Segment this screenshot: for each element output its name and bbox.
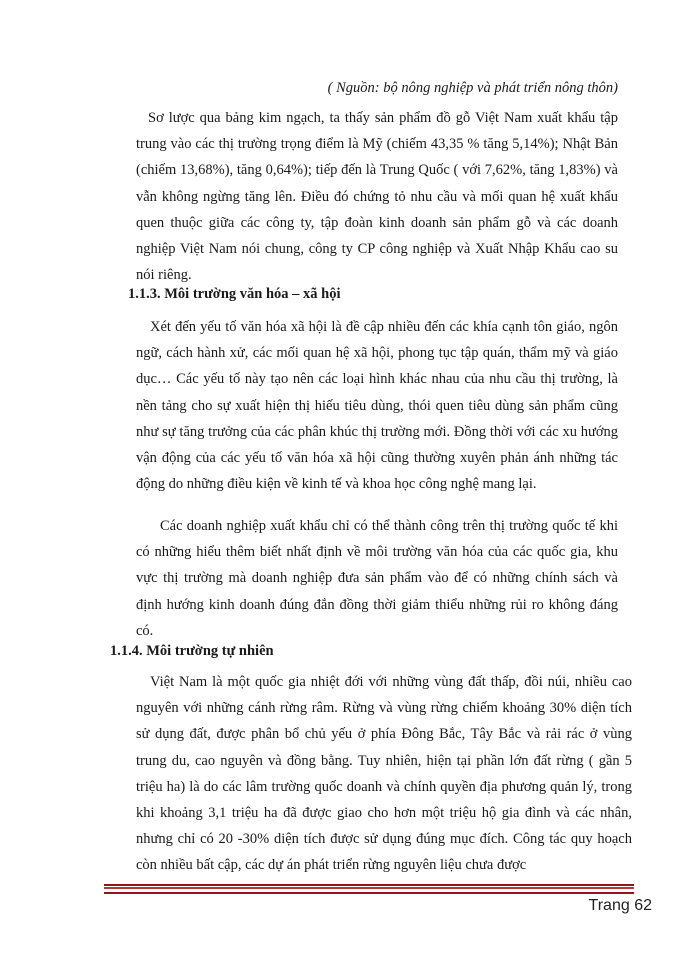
page-number: Trang 62 [588,897,652,914]
paragraph-export-enterprises: Các doanh nghiệp xuất khẩu chỉ có thể thành công trên thị trường quốc tế khi có những hiểu thêm biết nhất định về môi trường văn hóa của các quốc gia, khu vực thị trường mà doanh nghiệp đưa sản phẩm vào để có những chính sách và định hướng kinh doanh đúng đắn đồng thời giảm thiểu những rủi ro không đáng có. [136,518,618,639]
paragraph-natural-environment: Việt Nam là một quốc gia nhiệt đới với những vùng đất thấp, đồi núi, nhiều cao nguyên với những cánh rừng râm. Rừng và vùng rừng chiếm khoảng 30% diện tích sử dụng đất, được phân bổ chủ yếu ở phía Đông Bắc, Tây Bắc và rải rác ở vùng trung du, cao nguyên và đồng bằng. Tuy nhiên, hiện tại phần lớn đất rừng ( gần 5 triệu ha) là do các lâm trường quốc doanh và chính quyền địa phương quản lý, trong khi khoảng 3,1 triệu ha đã được giao cho hơn một triệu hộ gia đình và các nhân, nhưng chỉ có 20 -30% diện tích được sử dụng đúng mục đích. Công tác quy hoạch còn nhiều bất cập, các dự án phát triển rừng nguyên liệu chưa được [136,674,632,874]
footer-divider [104,884,634,894]
source-note: ( Nguồn: bộ nông nghiệp và phát triển nông thôn) [327,80,618,96]
paragraph-cultural-factors: Xét đến yếu tố văn hóa xã hội là đề cập nhiều đến các khía cạnh tôn giáo, ngôn ngữ, cách hành xử, các mối quan hệ xã hội, phong tục tập quán, thẩm mỹ và giáo dục… Các yếu tố này tạo nên các loại hình khác nhau của nhu cầu thị trường, là nền tảng cho sự xuất hiện thị hiếu tiêu dùng, thói quen tiêu dùng sản phẩm cũng như sự tăng trưởng của các phân khúc thị trường mới. Đồng thời với các xu hướng vận động của các yếu tố văn hóa xã hội cũng thường xuyên phản ánh những tác động do những điều kiện về kinh tế và khoa học công nghệ mang lại. [136,319,618,493]
section-heading-cultural-environment: 1.1.3. Môi trường văn hóa – xã hội [128,286,341,302]
section-heading-natural-environment: 1.1.4. Môi trường tự nhiên [110,643,274,659]
paragraph-export-markets: Sơ lược qua bảng kim ngạch, ta thấy sản phẩm đồ gỗ Việt Nam xuất khẩu tập trung vào các thị trường trọng điểm là Mỹ (chiếm 43,35 % tăng 5,14%); Nhật Bản (chiếm 13,68%), tăng 0,64%); tiếp đến là Trung Quốc ( với 7,62%, tăng 1,83%) và vẫn không ngừng tăng lên. Điều đó chứng tỏ nhu cầu và mối quan hệ xuất khẩu quen thuộc giữa các công ty, tập đoàn kinh doanh sản phẩm gỗ và các doanh nghiệp Việt Nam nói chung, công ty CP công nghiệp và Xuất Nhập Khẩu cao su nói riêng. [136,110,618,284]
